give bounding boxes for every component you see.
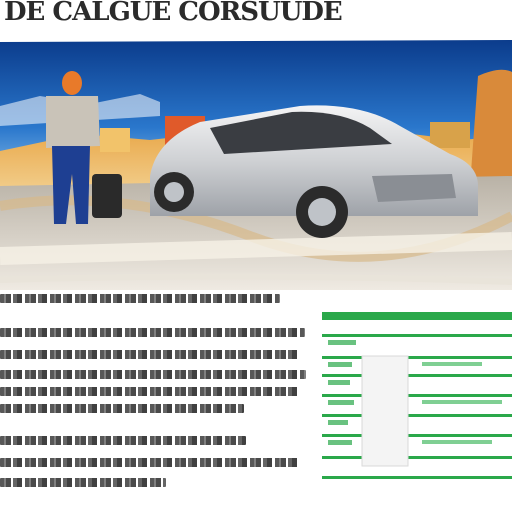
- page-headline: DE CALGUE CORSUUDE: [4, 0, 342, 27]
- table-header-bar: [322, 312, 512, 320]
- paragraph-line: [0, 387, 298, 396]
- article-body: [0, 290, 316, 512]
- building: [430, 122, 470, 148]
- suitcase-icon: [92, 174, 122, 218]
- table-graphic: [322, 312, 512, 484]
- paragraph-line: [0, 436, 246, 445]
- paragraph-line: [0, 328, 305, 337]
- paragraph-line: [0, 458, 300, 467]
- paragraph-line: [0, 404, 244, 413]
- hero-illustration: [0, 36, 512, 290]
- paragraph-line: [0, 294, 280, 303]
- paragraph-line: [0, 478, 166, 487]
- article: [0, 290, 512, 512]
- data-table-figure: [322, 312, 512, 484]
- hero-image: [0, 36, 512, 290]
- person-jacket: [46, 96, 100, 148]
- person-head: [62, 71, 82, 95]
- paragraph-line: [0, 370, 306, 379]
- paragraph-line: [0, 350, 300, 359]
- car-grille: [372, 174, 456, 202]
- building: [100, 128, 130, 152]
